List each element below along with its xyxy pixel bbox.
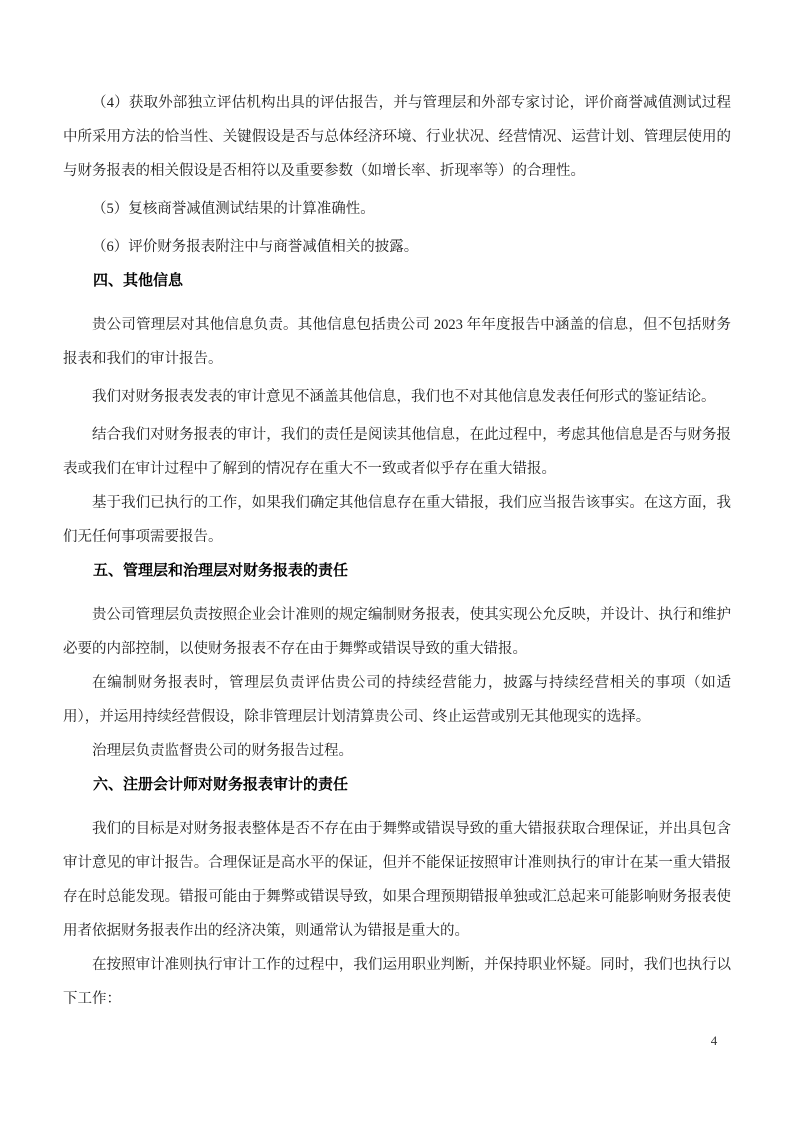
paragraph-professional-judgment: 在按照审计准则执行审计工作的过程中，我们运用职业判断，并保持职业怀疑。同时，我们也执行以下工作： [63,957,731,1007]
paragraph-goodwill-procedure-6: （6）评价财务报表附注中与商誉减值相关的披露。 [92,239,419,255]
heading-other-information: 四、其他信息 [93,273,184,289]
paragraph-goodwill-procedure-4: （4）获取外部独立评估机构出具的评估报告，并与管理层和外部专家讨论，评价商誉减值测试过程中所采用方法的恰当性、关键假设是否与总体经济环境、行业状况、经营情况、运营计划、管理层使用的与财务报表的相关假设是否相符以及重要参数（如增长率、折现率等）的合理性。 [63,95,731,179]
paragraph-other-info-responsibility: 贵公司管理层对其他信息负责。其他信息包括贵公司 2023 年年度报告中涵盖的信息，但不包括财务报表和我们的审计报告。 [63,317,731,367]
paragraph-management-preparation-duty: 贵公司管理层负责按照企业会计准则的规定编制财务报表，使其实现公允反映，并设计、执行和维护必要的内部控制，以使财务报表不存在由于舞弊或错误导致的重大错报。 [63,607,731,657]
page-number: 4 [710,1033,718,1048]
paragraph-other-info-reporting: 基于我们已执行的工作，如果我们确定其他信息存在重大错报，我们应当报告该事实。在这方面，我们无任何事项需要报告。 [63,495,731,545]
paragraph-goodwill-procedure-5: （5）复核商誉减值测试结果的计算准确性。 [92,201,375,217]
paragraph-other-info-reading-duty: 结合我们对财务报表的审计，我们的责任是阅读其他信息，在此过程中，考虑其他信息是否与财务报表或我们在审计过程中了解到的情况存在重大不一致或者似乎存在重大错报。 [63,427,731,477]
heading-management-governance-responsibility: 五、管理层和治理层对财务报表的责任 [93,563,349,579]
paragraph-going-concern-assessment: 在编制财务报表时，管理层负责评估贵公司的持续经营能力，披露与持续经营相关的事项（如适用），并运用持续经营假设，除非管理层计划清算贵公司、终止运营或别无其他现实的选择。 [63,675,731,725]
document-content [63,86,731,1016]
paragraph-auditor-objective: 我们的目标是对财务报表整体是否不存在由于舞弊或错误导致的重大错报获取合理保证，并出具包含审计意见的审计报告。合理保证是高水平的保证，但并不能保证按照审计准则执行的审计在某一重大错报存在时总能发现。错报可能由于舞弊或错误导致，如果合理预期错报单独或汇总起来可能影响财务报表使用者依据财务报表作出的经济决策，则通常认为错报是重大的。 [63,821,731,939]
paragraph-governance-oversight: 治理层负责监督贵公司的财务报告过程。 [92,743,353,759]
paragraph-other-info-opinion-scope: 我们对财务报表发表的审计意见不涵盖其他信息，我们也不对其他信息发表任何形式的鉴证结论。 [92,389,716,405]
heading-auditor-responsibility: 六、注册会计师对财务报表审计的责任 [93,777,349,793]
